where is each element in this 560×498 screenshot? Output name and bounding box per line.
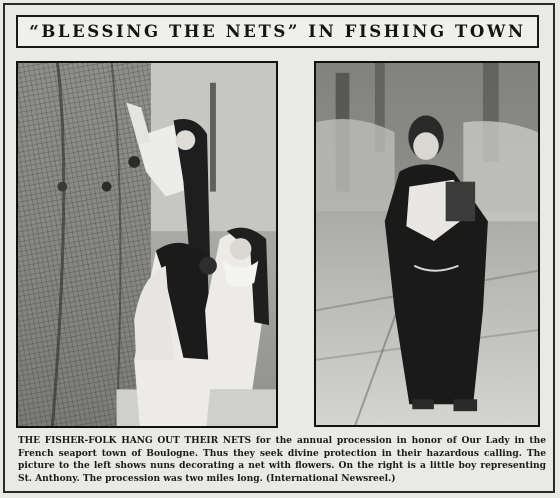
headline: “BLESSING THE NETS” IN FISHING TOWN xyxy=(29,22,526,41)
photo-boy-st-anthony xyxy=(314,61,540,427)
photo-nuns-decorating-net xyxy=(16,61,278,428)
headline-box xyxy=(16,15,539,48)
photo-caption xyxy=(18,435,546,485)
caption-body: for the annual procession in honor of Our Lady in the French seaport town of Boulogne. Thus they seek divine protection in their hazardous calling. The picture to the left shows nuns decorating a net with flowers. On the right is a little boy representing St. Anthony. The procession was two miles long. (International Newsreel.) xyxy=(18,435,547,484)
caption-lead: THE FISHER-FOLK HANG OUT THEIR NETS xyxy=(18,435,251,446)
photo-boy-illustration xyxy=(316,63,538,425)
photo-nuns-illustration xyxy=(18,63,276,426)
